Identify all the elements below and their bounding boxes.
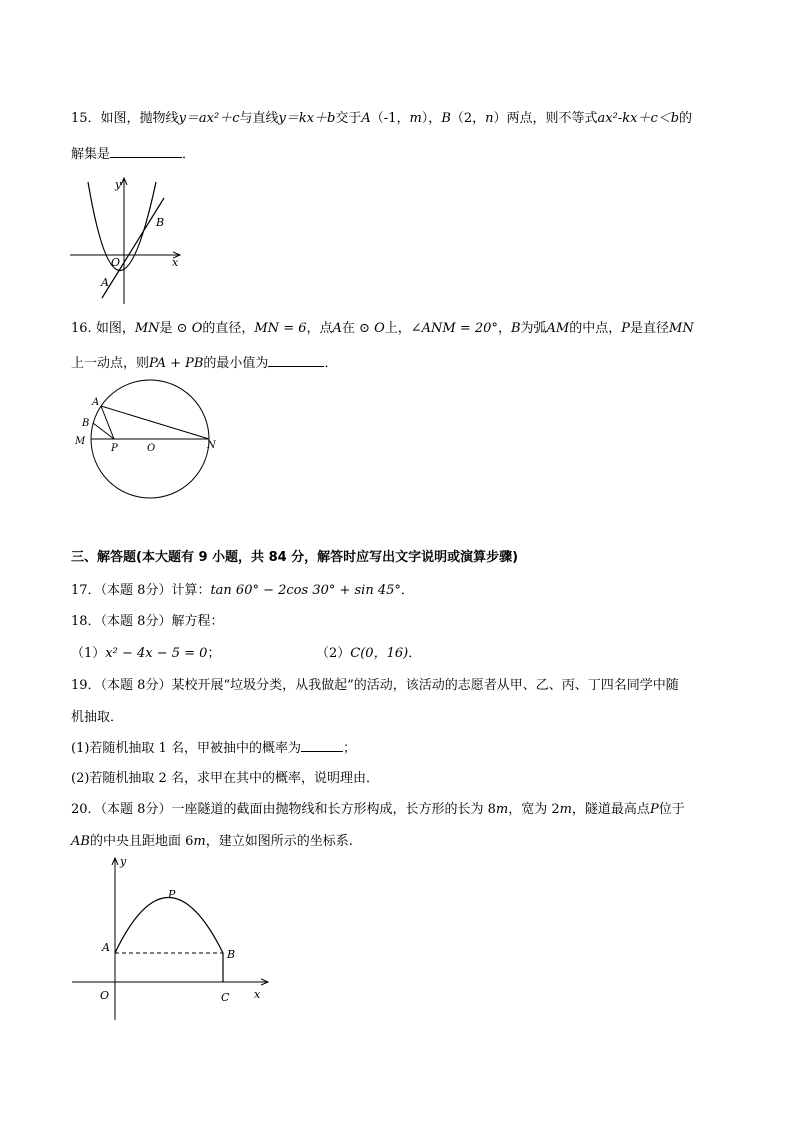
q18-head: 18．（本题 8分）解方程：	[71, 614, 224, 629]
q15-figure	[66, 174, 191, 309]
fig-label-a: A	[101, 276, 109, 289]
q15-line2: 解集是 ．	[71, 147, 196, 162]
fig-label-p: P	[168, 888, 176, 901]
q18-parts: （1）x² − 4x − 5 = 0；	[71, 646, 221, 661]
q17: 17．（本题 8分）计算：tan 60° − 2cos 30° + sin 45°．	[71, 583, 414, 598]
q19-line2: 机抽取．	[71, 710, 124, 725]
fig-label-m: M	[75, 436, 86, 447]
q19-sub2: (2)若随机抽取 2 名，求甲在其中的概率，说明理由．	[71, 771, 379, 786]
fig-label-x: x	[172, 256, 179, 269]
fig-label-a: A	[92, 397, 100, 408]
answer-blank[interactable]	[110, 145, 182, 158]
segment-an	[101, 406, 209, 439]
answer-blank[interactable]	[268, 354, 324, 367]
fig-label-o: O	[100, 989, 110, 1002]
q18-equation-1: x² − 4x − 5 = 0	[105, 646, 208, 661]
fig-label-y: y	[115, 178, 122, 191]
q16-line1: 16. 如图，MN是 ⊙ O的直径，MN = 6，点A在 ⊙ O上，∠ANM = 20°，B为弧AM的中点，P是直径MN	[71, 321, 694, 336]
tunnel-parabola	[115, 898, 223, 954]
fig-label-b: B	[82, 418, 90, 429]
q18-equation-2: C(0，16)	[350, 646, 409, 661]
inequality: ax²-kx＋c＜b	[597, 111, 680, 126]
q20-line2: AB的中央且距地面 6m，建立如图所示的坐标系.	[71, 834, 353, 849]
q16-number: 16.	[71, 321, 96, 336]
straight-line	[102, 198, 164, 298]
q20-figure	[70, 852, 275, 1024]
q19-sub1: (1)若随机抽取 1 名，甲被抽中的概率为 ；	[71, 741, 356, 756]
fig-label-n: N	[207, 440, 216, 451]
q18-part2: （2）C(0，16)．	[316, 646, 422, 661]
section-3-title: 三、解答题(本大题有 9 小题，共 84 分，解答时应写出文字说明或演算步骤)	[71, 550, 519, 565]
q19-line1: 19．（本题 8分）某校开展“垃圾分类，从我做起”的活动，该活动的志愿者从甲、乙、丙、丁四名同学中随	[71, 678, 679, 693]
answer-blank[interactable]	[301, 739, 343, 752]
fig-label-b: B	[156, 216, 165, 229]
fig-label-b: B	[227, 948, 236, 961]
fig-label-y: y	[120, 855, 127, 868]
parabola-formula: y＝ax²＋c	[178, 111, 240, 126]
fig-label-c: C	[221, 991, 230, 1004]
fig-label-o: O	[147, 443, 156, 454]
line-formula: y＝kx＋b	[278, 111, 336, 126]
fig-label-p: P	[111, 443, 118, 454]
fig-label-x: x	[254, 988, 261, 1001]
fig-label-o: O	[111, 256, 121, 269]
q17-expression: tan 60° − 2cos 30° + sin 45°	[210, 583, 401, 598]
q15-number: 15．	[71, 111, 101, 126]
q16-figure	[70, 378, 220, 503]
q16-line2: 上一动点，则PA + PB的最小值为 ．	[71, 356, 338, 371]
q20-line1: 20．（本题 8分）一座隧道的截面由抛物线和长方形构成，长方形的长为 8m，宽为 2m，隧道最高点P位于	[71, 802, 685, 817]
q15-line1: 15．如图，抛物线y＝ax²＋c与直线y＝kx＋b交于A（-1，m），B（2，n）两点，则不等式ax²-kx＋c＜b的	[71, 111, 693, 126]
fig-label-a: A	[102, 941, 110, 954]
